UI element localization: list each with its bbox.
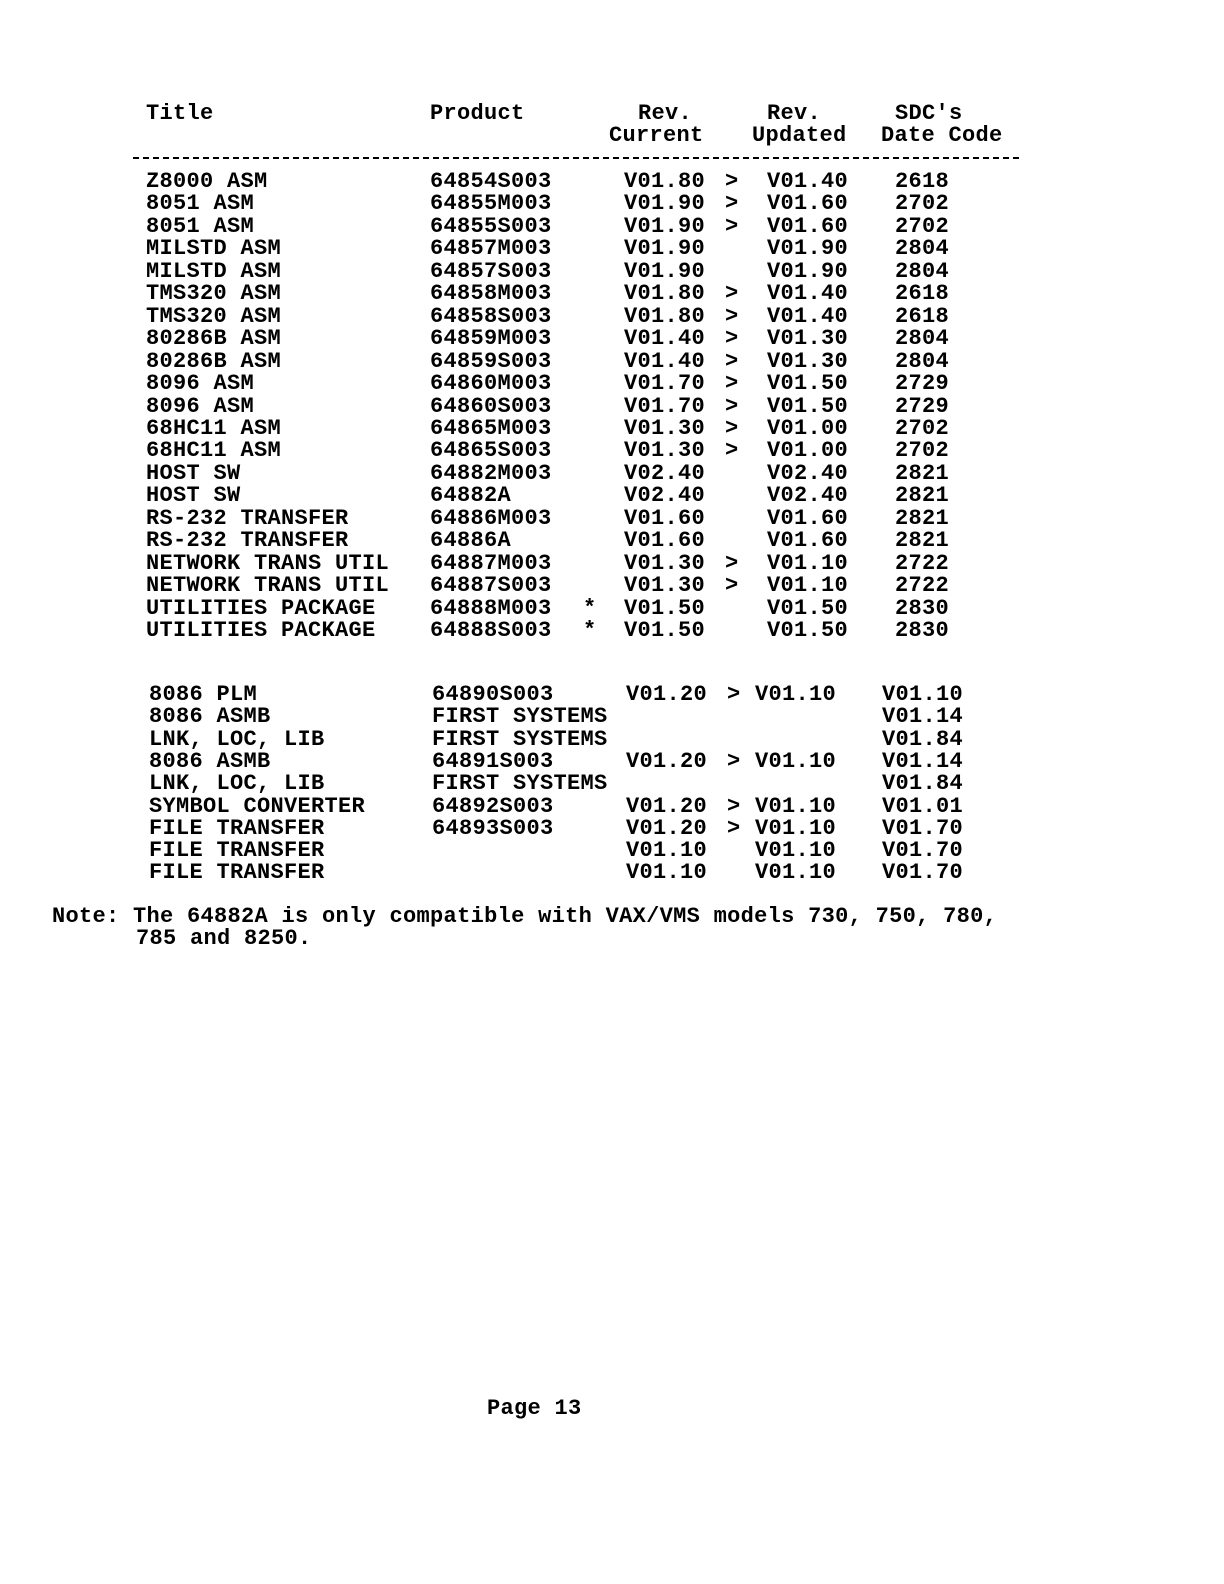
cell-title: MILSTD ASM xyxy=(146,236,282,262)
cell-star: * xyxy=(583,618,597,643)
cell-date-code: V01.84 xyxy=(882,726,964,752)
cell-title: 68HC11 ASM xyxy=(146,438,282,464)
table-row xyxy=(0,575,1224,597)
cell-rev-current: V01.20 xyxy=(626,682,708,707)
cell-title: 80286B ASM xyxy=(146,326,282,352)
cell-product: 64882A xyxy=(430,483,512,509)
cell-rev-updated: V02.40 xyxy=(767,483,849,509)
cell-product: 64886A xyxy=(430,528,512,554)
cell-title: MILSTD ASM xyxy=(146,258,282,284)
table-row xyxy=(0,193,1224,215)
cell-date-code: 2804 xyxy=(895,348,950,374)
table-row xyxy=(0,815,1224,841)
cell-date-code: 2702 xyxy=(895,438,950,464)
cell-rev-updated: V01.40 xyxy=(767,169,849,194)
cell-date-code: 2821 xyxy=(895,505,950,531)
cell-title: UTILITIES PACKAGE xyxy=(146,618,376,643)
cell-rev-current: V01.70 xyxy=(624,393,706,419)
table-row xyxy=(0,303,1224,329)
cell-title: 8086 PLM xyxy=(149,682,258,707)
cell-arrow: > xyxy=(725,191,739,217)
cell-product: 64892S003 xyxy=(432,793,554,819)
table-row xyxy=(0,840,1224,862)
header-sdc-1: SDC's xyxy=(895,101,963,126)
cell-arrow: > xyxy=(725,550,739,576)
cell-arrow: > xyxy=(725,169,739,194)
cell-title: LNK, LOC, LIB xyxy=(149,726,325,752)
cell-star: * xyxy=(583,595,597,621)
cell-date-code: 2830 xyxy=(895,618,950,643)
cell-rev-updated: V01.60 xyxy=(767,528,849,554)
table-row xyxy=(0,348,1224,374)
table-row xyxy=(0,238,1224,260)
cell-date-code: 2804 xyxy=(895,258,950,284)
cell-rev-current: V01.30 xyxy=(624,415,706,441)
header-product: Product xyxy=(430,101,525,126)
page-number: Page 13 xyxy=(487,1396,582,1421)
cell-rev-current: V01.40 xyxy=(624,348,706,374)
cell-date-code: V01.84 xyxy=(882,771,964,797)
cell-rev-current: V01.80 xyxy=(624,281,706,307)
cell-arrow: > xyxy=(725,371,739,397)
cell-product: 64858M003 xyxy=(430,281,552,307)
cell-arrow: > xyxy=(725,326,739,352)
cell-title: RS-232 TRANSFER xyxy=(146,528,349,554)
cell-product: FIRST SYSTEMS xyxy=(432,726,608,752)
cell-date-code: V01.70 xyxy=(882,860,964,886)
cell-product: 64865M003 xyxy=(430,415,552,441)
table-row xyxy=(0,213,1224,239)
cell-title: Z8000 ASM xyxy=(146,169,268,194)
cell-rev-current: V01.10 xyxy=(626,838,708,864)
table-row xyxy=(0,726,1224,752)
table-row xyxy=(0,283,1224,305)
cell-title: 8051 ASM xyxy=(146,191,255,217)
cell-rev-updated: V01.40 xyxy=(767,281,849,307)
cell-rev-current: V01.30 xyxy=(624,438,706,464)
header-rev-updated-1: Rev. xyxy=(767,101,822,126)
cell-title: 8051 ASM xyxy=(146,213,255,239)
cell-title: FILE TRANSFER xyxy=(149,815,325,841)
cell-title: SYMBOL CONVERTER xyxy=(149,793,366,819)
cell-arrow: > xyxy=(727,815,741,841)
cell-title: 68HC11 ASM xyxy=(146,415,282,441)
cell-date-code: V01.14 xyxy=(882,704,964,730)
cell-rev-updated: V01.10 xyxy=(767,573,849,599)
table-row xyxy=(0,773,1224,795)
cell-rev-current: V01.70 xyxy=(624,371,706,397)
cell-product: 64858S003 xyxy=(430,303,552,329)
cell-date-code: 2804 xyxy=(895,326,950,352)
table-row xyxy=(0,440,1224,462)
cell-rev-updated: V01.60 xyxy=(767,191,849,217)
cell-title: 80286B ASM xyxy=(146,348,282,374)
cell-date-code: 2722 xyxy=(895,550,950,576)
cell-rev-updated: V01.50 xyxy=(767,393,849,419)
cell-rev-current: V01.90 xyxy=(624,191,706,217)
table-row xyxy=(0,706,1224,728)
cell-date-code: 2821 xyxy=(895,528,950,554)
table-row xyxy=(0,328,1224,350)
header-rev-current-2: Current xyxy=(609,123,704,148)
table-row xyxy=(0,258,1224,284)
cell-arrow: > xyxy=(725,213,739,239)
cell-product: 64886M003 xyxy=(430,505,552,531)
table-row xyxy=(0,793,1224,819)
table-row xyxy=(0,393,1224,419)
table-row xyxy=(0,505,1224,531)
cell-arrow: > xyxy=(725,303,739,329)
cell-title: TMS320 ASM xyxy=(146,281,282,307)
cell-title: NETWORK TRANS UTIL xyxy=(146,550,390,576)
cell-product: FIRST SYSTEMS xyxy=(432,704,608,730)
cell-product: 64890S003 xyxy=(432,682,554,707)
cell-product: FIRST SYSTEMS xyxy=(432,771,608,797)
cell-arrow: > xyxy=(727,748,741,774)
cell-rev-current: V01.50 xyxy=(624,618,706,643)
cell-arrow: > xyxy=(725,393,739,419)
table-row xyxy=(0,550,1224,576)
cell-date-code: 2702 xyxy=(895,191,950,217)
cell-arrow: > xyxy=(725,438,739,464)
cell-date-code: 2821 xyxy=(895,483,950,509)
cell-rev-updated: V01.90 xyxy=(767,258,849,284)
table-row xyxy=(0,595,1224,621)
cell-product: 64855S003 xyxy=(430,213,552,239)
cell-rev-updated: V01.50 xyxy=(767,618,849,643)
cell-rev-current: V01.90 xyxy=(624,213,706,239)
cell-rev-updated: V01.40 xyxy=(767,303,849,329)
cell-product: 64887M003 xyxy=(430,550,552,576)
cell-product: 64857M003 xyxy=(430,236,552,262)
cell-rev-updated: V01.10 xyxy=(755,860,837,886)
cell-rev-updated: V01.10 xyxy=(755,682,837,707)
cell-date-code: 2618 xyxy=(895,303,950,329)
cell-rev-current: V01.30 xyxy=(624,573,706,599)
cell-rev-current: V01.40 xyxy=(624,326,706,352)
cell-title: FILE TRANSFER xyxy=(149,838,325,864)
table-row xyxy=(0,460,1224,486)
cell-date-code: V01.10 xyxy=(882,682,964,707)
cell-rev-current: V01.20 xyxy=(626,815,708,841)
table-row xyxy=(0,530,1224,552)
cell-title: LNK, LOC, LIB xyxy=(149,771,325,797)
header-title: Title xyxy=(146,101,214,126)
cell-product: 64859S003 xyxy=(430,348,552,374)
cell-rev-current: V01.20 xyxy=(626,748,708,774)
table-row xyxy=(0,485,1224,507)
cell-product: 64888S003 xyxy=(430,618,552,643)
header-divider xyxy=(133,157,1019,159)
cell-rev-updated: V01.30 xyxy=(767,326,849,352)
cell-date-code: 2618 xyxy=(895,281,950,307)
cell-product: 64855M003 xyxy=(430,191,552,217)
cell-title: 8086 ASMB xyxy=(149,748,271,774)
cell-date-code: 2702 xyxy=(895,213,950,239)
cell-title: 8096 ASM xyxy=(146,371,255,397)
cell-date-code: 2821 xyxy=(895,460,950,486)
cell-product: 64893S003 xyxy=(432,815,554,841)
cell-arrow: > xyxy=(725,573,739,599)
table-row xyxy=(0,748,1224,774)
cell-rev-current: V01.60 xyxy=(624,528,706,554)
cell-product: 64887S003 xyxy=(430,573,552,599)
cell-date-code: 2702 xyxy=(895,415,950,441)
cell-date-code: 2729 xyxy=(895,371,950,397)
cell-product: 64857S003 xyxy=(430,258,552,284)
cell-rev-current: V01.90 xyxy=(624,258,706,284)
cell-arrow: > xyxy=(727,682,741,707)
cell-title: FILE TRANSFER xyxy=(149,860,325,886)
table-row xyxy=(0,373,1224,395)
cell-product: 64859M003 xyxy=(430,326,552,352)
cell-title: RS-232 TRANSFER xyxy=(146,505,349,531)
cell-product: 64882M003 xyxy=(430,460,552,486)
cell-rev-current: V01.80 xyxy=(624,303,706,329)
cell-product: 64888M003 xyxy=(430,595,552,621)
note-line-1: Note: The 64882A is only compatible with VAX/VMS models 730, 750, 780, xyxy=(52,904,998,929)
table-row xyxy=(0,620,1224,642)
cell-title: 8096 ASM xyxy=(146,393,255,419)
cell-arrow: > xyxy=(727,793,741,819)
cell-product: 64854S003 xyxy=(430,169,552,194)
cell-date-code: V01.70 xyxy=(882,838,964,864)
header-rev-updated-2: Updated xyxy=(752,123,847,148)
cell-rev-updated: V01.10 xyxy=(755,838,837,864)
cell-rev-updated: V01.30 xyxy=(767,348,849,374)
cell-date-code: 2729 xyxy=(895,393,950,419)
table-row xyxy=(0,415,1224,441)
cell-product: 64860M003 xyxy=(430,371,552,397)
header-sdc-2: Date Code xyxy=(881,123,1003,148)
cell-product: 64891S003 xyxy=(432,748,554,774)
cell-rev-updated: V01.50 xyxy=(767,595,849,621)
cell-rev-updated: V01.00 xyxy=(767,438,849,464)
cell-rev-current: V01.20 xyxy=(626,793,708,819)
cell-title: UTILITIES PACKAGE xyxy=(146,595,376,621)
cell-rev-current: V01.50 xyxy=(624,595,706,621)
note-line-2: 785 and 8250. xyxy=(136,926,312,951)
table-row xyxy=(0,171,1224,193)
cell-rev-updated: V01.10 xyxy=(767,550,849,576)
cell-arrow: > xyxy=(725,281,739,307)
cell-date-code: 2618 xyxy=(895,169,950,194)
cell-rev-current: V01.80 xyxy=(624,169,706,194)
cell-product: 64865S003 xyxy=(430,438,552,464)
cell-title: TMS320 ASM xyxy=(146,303,282,329)
cell-rev-updated: V01.10 xyxy=(755,793,837,819)
cell-date-code: V01.70 xyxy=(882,815,964,841)
cell-rev-current: V01.10 xyxy=(626,860,708,886)
cell-title: HOST SW xyxy=(146,460,241,486)
cell-rev-updated: V01.10 xyxy=(755,815,837,841)
cell-date-code: 2830 xyxy=(895,595,950,621)
header-rev-current-1: Rev. xyxy=(638,101,693,126)
table-row xyxy=(0,684,1224,706)
cell-rev-updated: V01.00 xyxy=(767,415,849,441)
cell-title: HOST SW xyxy=(146,483,241,509)
cell-rev-updated: V01.60 xyxy=(767,505,849,531)
cell-rev-current: V02.40 xyxy=(624,483,706,509)
cell-rev-updated: V01.10 xyxy=(755,748,837,774)
cell-rev-current: V01.30 xyxy=(624,550,706,576)
cell-rev-current: V01.90 xyxy=(624,236,706,262)
cell-product: 64860S003 xyxy=(430,393,552,419)
cell-rev-updated: V01.60 xyxy=(767,213,849,239)
cell-arrow: > xyxy=(725,415,739,441)
cell-title: 8086 ASMB xyxy=(149,704,271,730)
cell-rev-updated: V02.40 xyxy=(767,460,849,486)
cell-title: NETWORK TRANS UTIL xyxy=(146,573,390,599)
cell-rev-current: V01.60 xyxy=(624,505,706,531)
cell-rev-updated: V01.50 xyxy=(767,371,849,397)
cell-arrow: > xyxy=(725,348,739,374)
table-row xyxy=(0,862,1224,884)
cell-date-code: 2804 xyxy=(895,236,950,262)
cell-date-code: V01.01 xyxy=(882,793,964,819)
cell-rev-current: V02.40 xyxy=(624,460,706,486)
cell-date-code: V01.14 xyxy=(882,748,964,774)
cell-date-code: 2722 xyxy=(895,573,950,599)
cell-rev-updated: V01.90 xyxy=(767,236,849,262)
